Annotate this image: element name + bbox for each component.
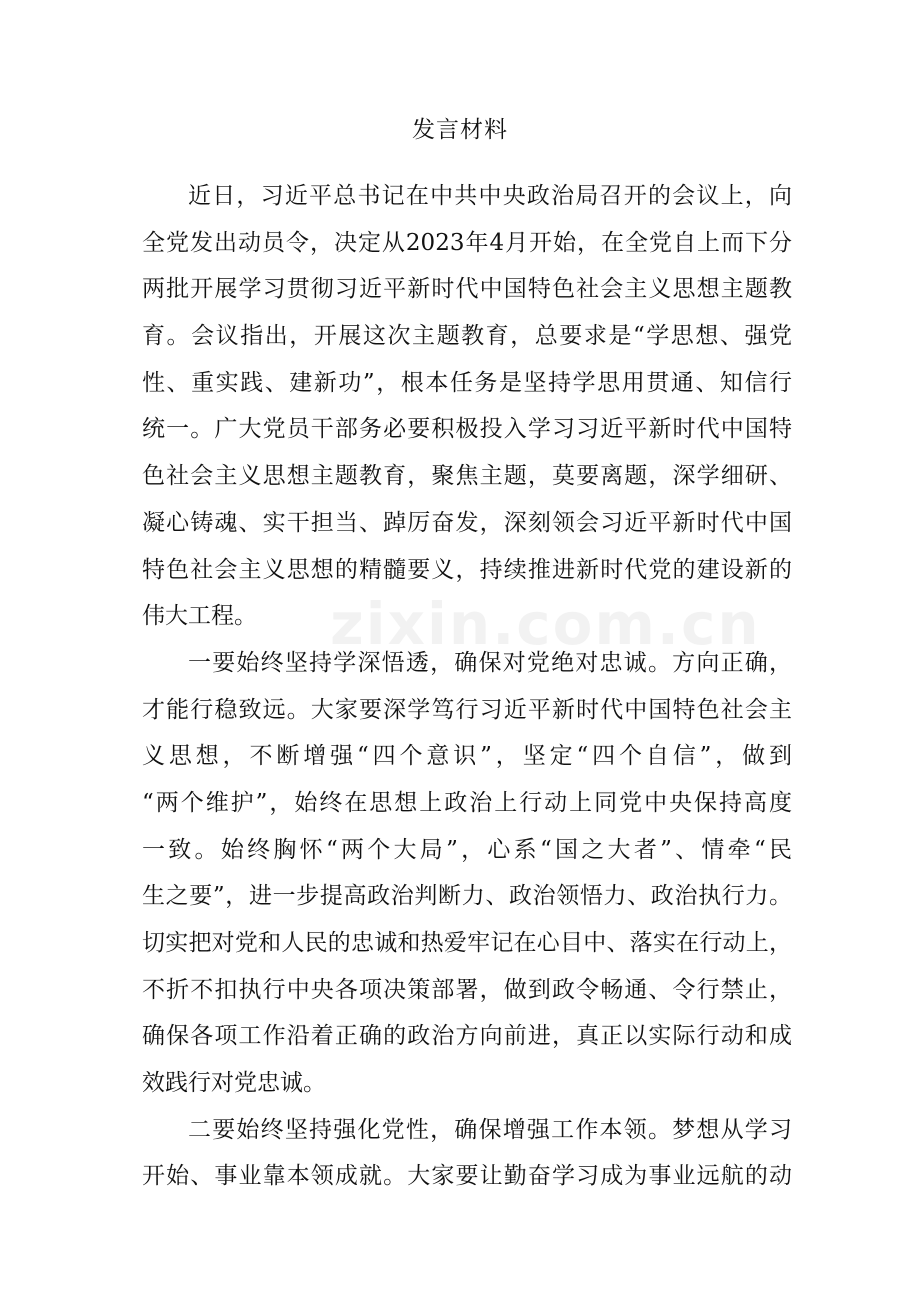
paragraph-2 bbox=[142, 640, 792, 1107]
paragraph-3 bbox=[142, 1107, 792, 1200]
text-line: 确保各项工作沿着正确的政治方向前进，真正以实际行动和成 bbox=[142, 1023, 792, 1050]
text-line: 伟大工程。 bbox=[142, 603, 257, 630]
text-line: 义思想，不断增强“四个意识”，坚定“四个自信”，做到 bbox=[142, 743, 792, 770]
watermark: zixin.com.cn bbox=[330, 590, 761, 658]
text-line: 性、重实践、建新功”，根本任务是坚持学思用贯通、知信行 bbox=[142, 369, 792, 396]
text-line: 效践行对党忠诚。 bbox=[142, 1070, 326, 1097]
text-line: 统一。广大党员干部务必要积极投入学习习近平新时代中国特 bbox=[142, 416, 792, 443]
text-line: 二要始终坚持强化党性，确保增强工作本领。梦想从学习 bbox=[188, 1116, 792, 1143]
text-line: 育。会议指出，开展这次主题教育，总要求是“学思想、强党 bbox=[142, 323, 792, 350]
text-line: 近日，习近平总书记在中共中央政治局召开的会议上，向 bbox=[188, 183, 792, 209]
text-line: 全党发出动员令，决定从2023年4月开始，在全党自上而下分 bbox=[142, 229, 792, 256]
text-line: 两批开展学习贯彻习近平新时代中国特色社会主义思想主题教 bbox=[142, 276, 792, 303]
text-line: 一致。始终胸怀“两个大局”，心系“国之大者”、情牵“民 bbox=[142, 836, 792, 863]
text-line: 生之要”，进一步提高政治判断力、政治领悟力、政治执行力。 bbox=[142, 883, 792, 910]
text-line: 凝心铸魂、实干担当、踔厉奋发，深刻领会习近平新时代中国 bbox=[142, 509, 792, 536]
text-line: 才能行稳致远。大家要深学笃行习近平新时代中国特色社会主 bbox=[142, 696, 792, 723]
text-line: 一要始终坚持学深悟透，确保对党绝对忠诚。方向正确， bbox=[188, 649, 792, 676]
text-line: 开始、事业靠本领成就。大家要让勤奋学习成为事业远航的动 bbox=[142, 1163, 792, 1190]
text-line: “两个维护”，始终在思想上政治上行动上同党中央保持高度 bbox=[142, 789, 792, 816]
text-line: 切实把对党和人民的忠诚和热爱牢记在心目中、落实在行动上， bbox=[142, 930, 792, 956]
text-line: 特色社会主义思想的精髓要义，持续推进新时代党的建设新的 bbox=[142, 556, 792, 583]
document-title: 发言材料 bbox=[412, 117, 508, 143]
document-body bbox=[142, 173, 792, 1200]
text-line: 色社会主义思想主题教育，聚焦主题，莫要离题，深学细研、 bbox=[142, 463, 792, 490]
paragraph-1 bbox=[142, 173, 792, 640]
text-line: 不折不扣执行中央各项决策部署，做到政令畅通、令行禁止， bbox=[142, 976, 792, 1003]
